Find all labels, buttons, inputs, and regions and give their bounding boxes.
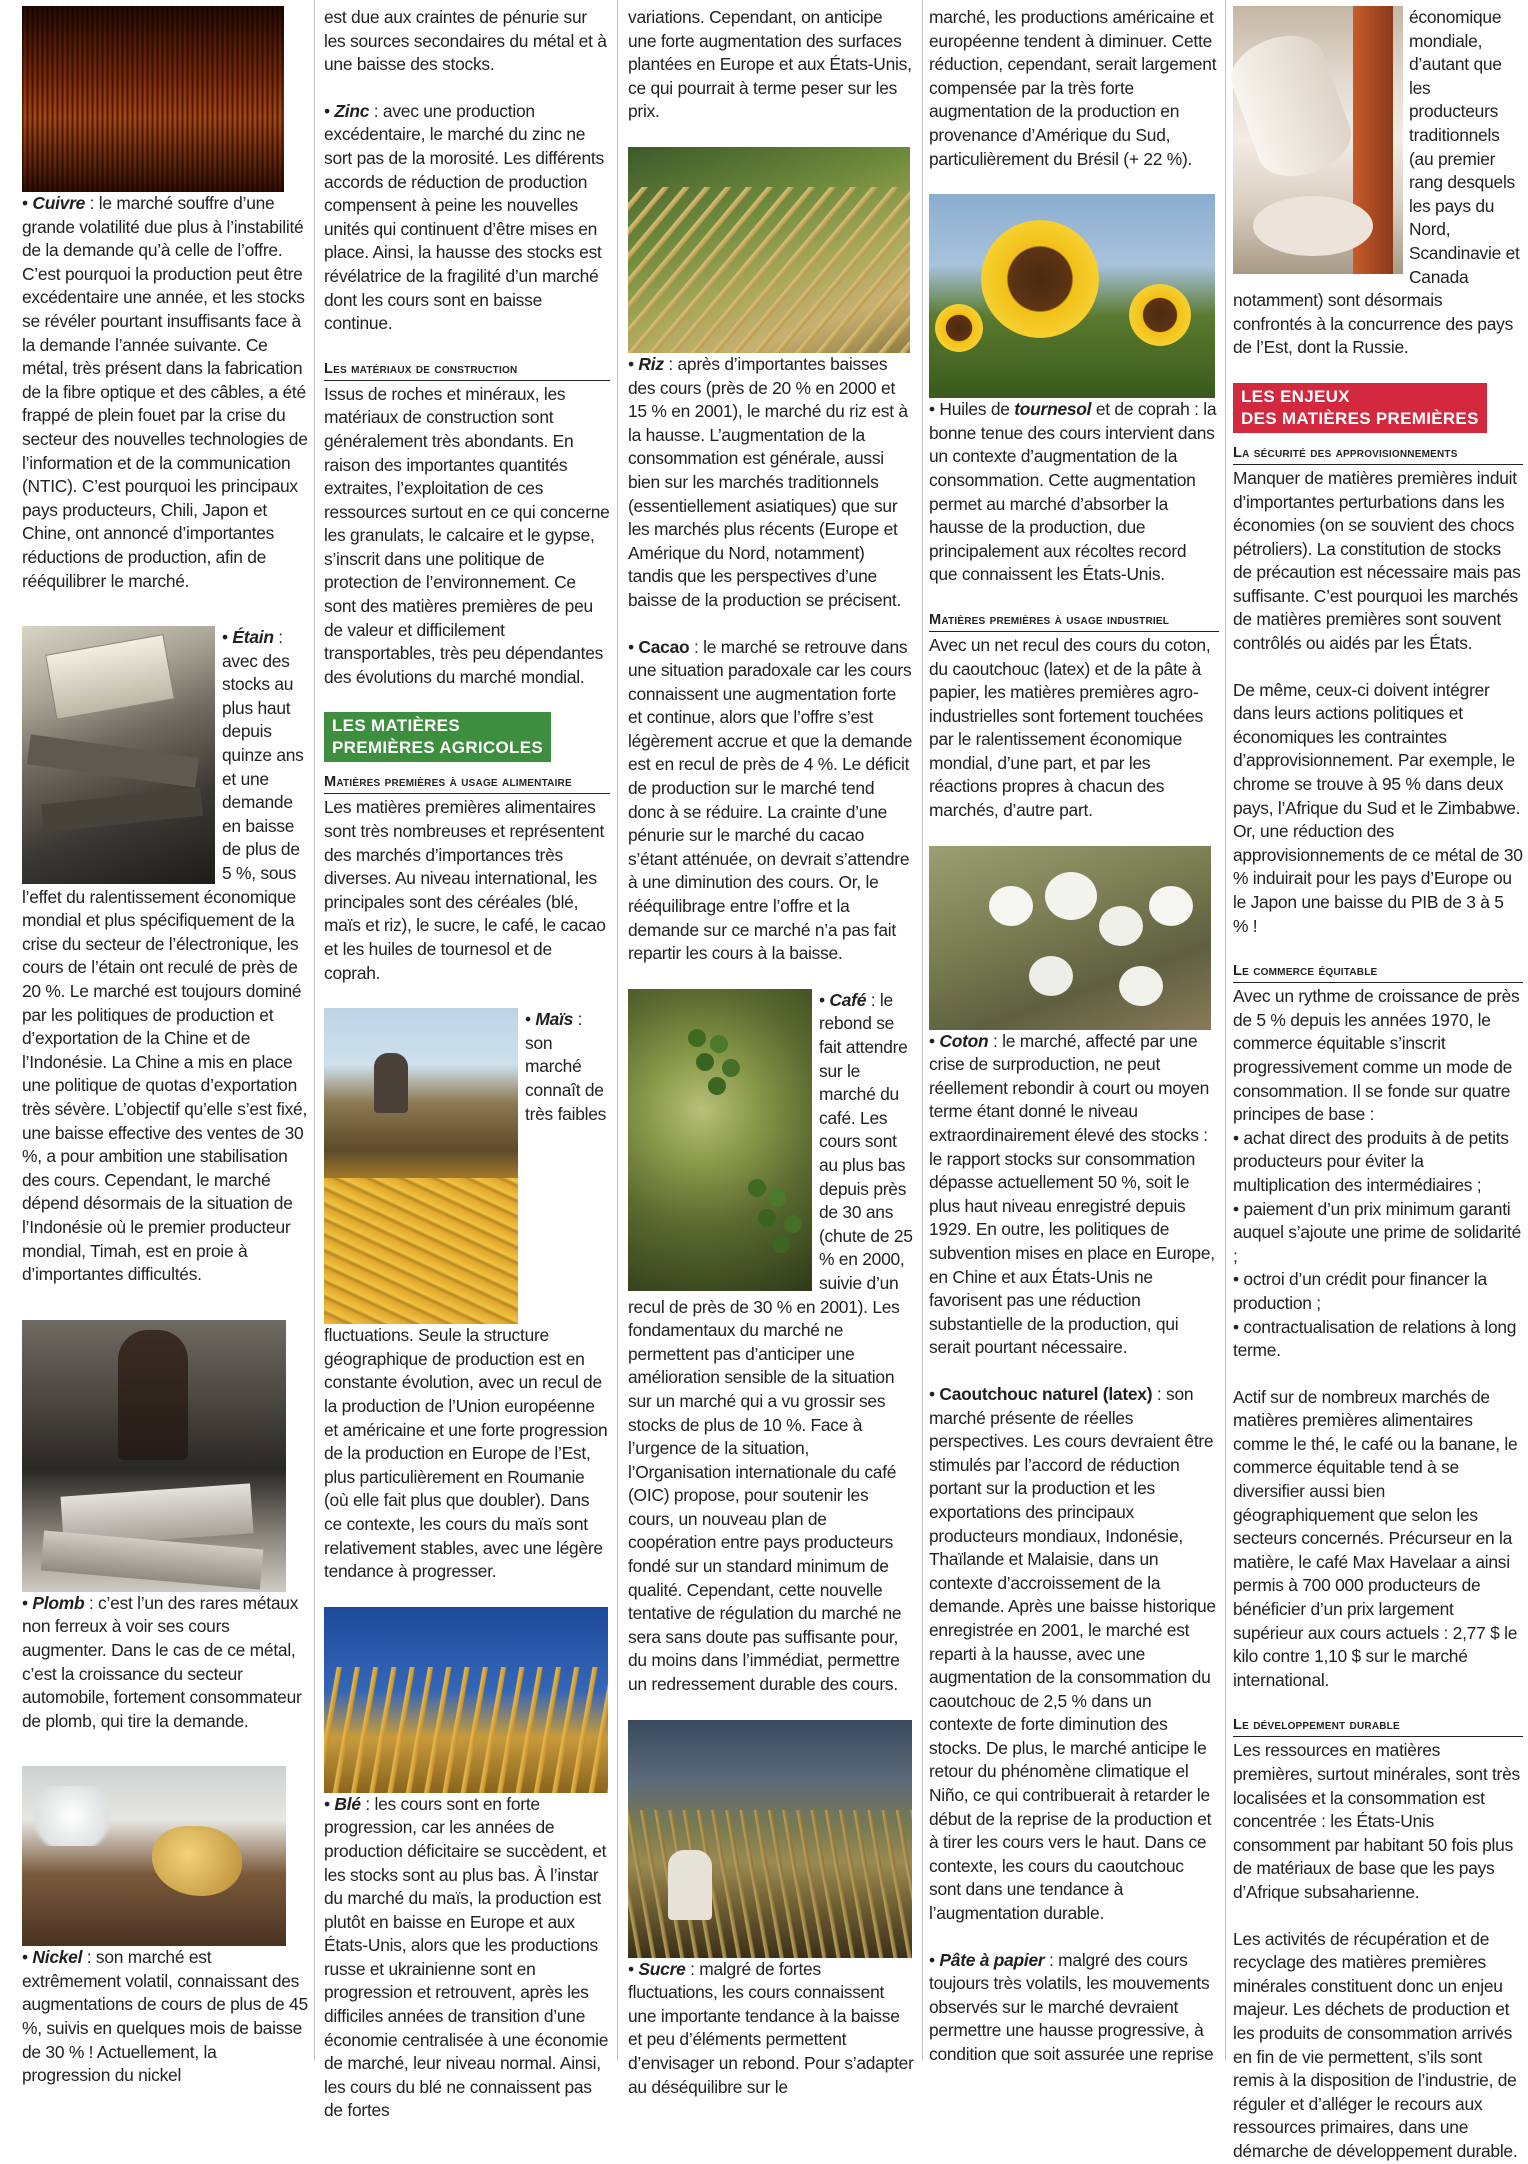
col5-intro-rest: notamment) sont désormais confrontés à la concurrence des pays de l’Est, dont la Russie. [1233, 290, 1514, 358]
plomb-text: : c’est l’un des rares métaux non ferreux à voir ses cours augmenter. Dans le cas de ce métal, c’est la croissance du secteur automobile, fortement consommateur de plomb, qui tire la demande. [22, 1592, 302, 1731]
tournesol-paragraph [929, 398, 1219, 587]
zinc-name: Zinc [334, 100, 370, 121]
construction-text: Issus de roches et minéraux, les matériaux de construction sont généralement très abondants. En raison des importantes quantités extraites, l’exploitation de ces ressources surtout en ce qui concerne les granulats, le calcaire et le gypse, s’inscrit dans une politique de protection de l’environnement. Ce sont des matières premières de peu de valeur et difficilement transportables, très peu dépendantes des évolutions du marché mondial. [324, 383, 610, 687]
cuivre-name: Cuivre [32, 193, 86, 213]
commerce-heading: Le commerce équitable [1233, 961, 1523, 983]
construction-heading: Les matériaux de construction [324, 359, 610, 381]
rice-photo [628, 147, 910, 353]
alim-text: Les matières premières alimentaires sont très nombreuses et représentent des marchés d’importances très diverses. Au niveau international, les principales sont des céréales (blé, maïs et riz), le sucre, le café, le cacao et les huiles de tournesol et de coprah. [324, 797, 606, 983]
nickel-ore-photo [22, 1766, 286, 1946]
cacao-name: Cacao [638, 636, 690, 657]
indus-heading: Matières premières à usage industriel [929, 610, 1219, 632]
sucre-text: : malgré de fortes fluctuations, les cours connaissent une importante tendance à la baisse et peu d’éléments permettent d’envisager un rebond. Pour s’adapter au déséquilibre sur le [628, 1958, 914, 2097]
pate-text: : malgré des cours toujours très volatils, les mouvements observés sur le marché devraient permettre une hausse progressive, à condition que soit assurée une reprise [929, 1949, 1214, 2064]
commerce-bullet: • contractualisation de relations à long terme. [1233, 1316, 1517, 1361]
column-divider [617, 0, 618, 2061]
zinc-paragraph: • Zinc : avec une production excédentaire, le marché du zinc ne sort pas de la morosité. Les différents accords de réduction de production compensent à peine les nouvelles unités qui continuent d’être mises en place. Ainsi, la hausse des stocks est révélatrice de la fragilité d’un marché dont les cours sont en baisse continue. [324, 100, 604, 334]
commerce-bullet: • paiement d’un prix minimum garanti auquel s’ajoute une prime de solidarité ; [1233, 1198, 1522, 1266]
commerce-text-1: Avec un rythme de croissance de près de 5 % depuis les années 1970, le commerce équitable s’inscrit progressivement comme un mode de consommation. Il se fonde sur quatre principes de base : [1233, 986, 1520, 1125]
tournesol-pre: • Huiles de [929, 399, 1015, 420]
sugarcane-photo [628, 1720, 912, 1958]
tournesol-text: et de coprah : la bonne tenue des cours intervient dans un contexte d’augmentation de la consommation. Cette augmentation permet au marché d’absorber la hausse de la production, due principalement aux récoltes record que connaissent les États-Unis. [929, 399, 1217, 585]
coton-paragraph: • Coton : le marché, affecté par une crise de surproduction, ne peut réellement rebondir à court ou moyen terme étant donné le niveau extraordinairement élevé des stocks : le rapport stocks sur consommation dépasse actuellement 50 %, soit le plus haut niveau enregistré depuis 1929. En outre, les politiques de subvention mises en place en Europe, en Chine et aux États-Unis ne favorisent pas une réduction substantielle de la production, qui serait pourtant nécessaire. [929, 1030, 1215, 1358]
nickel-name: Nickel [32, 1947, 83, 1968]
mais-paragraph: • Maïs : son marché connaît de très faibles fluctuations. Seule la structure géographique de production est en constante évolution, avec un recul de la production de l’Union européenne et américaine et une forte progression de la production en Europe de l’Est, plus particulièrement en Roumanie (où elle fait plus que doubler). Dans ce contexte, les cours du maïs sont relativement stables, avec une légère tendance à progresser. [324, 1009, 608, 1582]
coton-name: Coton [939, 1030, 989, 1051]
cotton-photo [929, 846, 1211, 1030]
col2-intro: est due aux craintes de pénurie sur les sources secondaires du métal et à une baisse des stocks. [324, 7, 607, 75]
riz-name: Riz [638, 353, 664, 374]
etain-paragraph: • Étain : avec des stocks au plus haut depuis quinze ans et une demande en baisse de plus de 5 %, sous l’effet du ralentissement économique mondial et plus spécifiquement de la crise du secteur de l’électronique, les cours de l’étain ont reculé de près de 20 %. Le marché est toujours dominé par les politiques de production et d’exportation de la Chine et de l’Indonésie. La Chine a mis en place une politique de quotas d’exportation très sévère. L’objectif qu’elle s’est fixé, une baisse effective des ventes de 30 %, a pour ambition une stabilisation des cours. Cependant, le marché dépend désormais de la situation de l’Indonésie où le premier producteur mondial, Timah, est en proie à d’importantes difficultés. [22, 627, 308, 1285]
wheat-photo [324, 1607, 608, 1793]
pate-name: Pâte à papier [939, 1949, 1045, 1970]
securite-heading: La sécurité des approvisionnements [1233, 443, 1523, 465]
column-5 [1233, 6, 1523, 2161]
cacao-text: : le marché se retrouve dans une situation paradoxale car les cours connaissent une augmentation forte et continue, alors que l’offre s’est légèrement accrue et que la demande est en recul de près de 4 %. Le déficit de production sur le marché tend donc à se réduire. La crainte d’une pénurie sur le marché du cacao s’étant atténuée, on devrait s’attendre à une diminution des cours. Or, le rééquilibrage entre l’offre et la demande sur ce marché n’a pas fait repartir les cours à la baisse. [628, 636, 913, 964]
enjeux-banner-line1: LES ENJEUX [1241, 386, 1350, 406]
plomb-name: Plomb [32, 1592, 85, 1613]
caoutchouc-name: Caoutchouc naturel (latex) [939, 1383, 1153, 1404]
caoutchouc-text: : son marché présente de réelles perspectives. Les cours devraient être stimulés par l’accord de réduction portant sur la production et les exportations des principaux producteurs mondiaux, Indonésie, Thaïlande et Malaisie, dans un contexte d’accroissement de la demande. Après une baisse historique enregistrée en 2001, le marché est reparti à la hausse, avec une augmentation de la consommation du caoutchouc de 2,5 % dans un contexte de forte diminution des stocks. De plus, le marché anticipe le retour du phénomène climatique el Niño, ce qui contribuerait à retarder le début de la reprise de la production et à tirer les cours vers le haut. Dans ce contexte, les cours du caoutchouc sont dans une tendance à l’augmentation durable. [929, 1383, 1216, 1924]
column-divider [922, 0, 923, 2061]
commerce-bullet: • achat direct des produits à de petits producteurs pour éviter la multiplication des intermédiaires ; [1233, 1127, 1509, 1195]
column-2 [324, 6, 610, 2121]
tin-ingots-photo [22, 626, 215, 884]
corn-harvest-photo [324, 1008, 518, 1324]
column-1 [22, 6, 308, 2086]
securite-text-1: Manquer de matières premières induit d’importantes perturbations dans les économies (on se souvient des chocs pétroliers). La constitution de stocks de précaution est nécessaire mais pas suffisante. C’est pourquoi les marchés de matières premières sont souvent contrôlés ou aidés par les États. [1233, 467, 1521, 654]
riz-paragraph: • Riz : après d’importantes baisses des cours (près de 20 % en 2000 et 15 % en 2001), le marché du riz est à la hausse. L’augmentation de la consommation est générale, aussi bien sur les marchés traditionnels (essentiellement asiatiques) que sur les marchés plus récents (Europe et Amérique du Nord, notamment) tandis que les perspectives d’une baisse de la production se précisent. [628, 353, 908, 610]
cafe-paragraph: • Café : le rebond se fait attendre sur le marché du café. Les cours sont au plus bas depuis près de 30 ans (chute de 25 % en 2000, suivie d’un recul de près de 30 % en 2001). Les fondamentaux du marché ne permettent pas d’anticiper une amélioration sensible de la situation sur un marché qui a vu grossir ses stocks de plus de 10 %. Face à l’urgence de la situation, l’Organisation internationale du café (OIC) propose, pour soutenir les cours, un nouveau plan de coopération entre pays producteurs fondé sur un standard minimum de qualité. Cependant, cette nouvelle tentative de régulation du marché ne sera sans doute pas suffisante pour, du moins dans l’immédiat, permettre un redressement durable des cours. [628, 989, 913, 1695]
sunflower-photo [929, 194, 1215, 398]
alim-heading: Matières premières à usage alimentaire [324, 772, 610, 794]
ble-text: : les cours sont en forte progression, car les années de production déficitaire se succèdent, et les stocks sont au plus bas. À l’instar du marché du maïs, la production est plutôt en baisse en Europe et aux États-Unis, alors que les productions russe et ukrainienne sont en progression et retrouvent, après les difficiles années de transition d’une économie centralisée à une économie de marché, leur niveau normal. Ainsi, les cours du blé ne connaissent pas de fortes [324, 1793, 609, 2121]
commerce-bullet: • octroi d’un crédit pour financer la production ; [1233, 1269, 1487, 1313]
agri-banner-line2: PREMIÈRES AGRICOLES [332, 738, 543, 758]
column-divider [314, 0, 315, 2061]
commerce-text-2: Actif sur de nombreux marchés de matières premières alimentaires comme le thé, le café ou la banane, le commerce équitable tend à se diversifier aussi bien géographiquement que selon les secteurs concernés. Précurseur en la matière, le café Max Havelaar a ainsi permis à 700 000 producteurs de bénéficier d’un prix largement supérieur aux cours actuels : 2,77 $ le kilo contre 1,10 $ sur le marché international. [1233, 1386, 1518, 1690]
lead-ingots-photo [22, 1320, 286, 1592]
etain-name: Étain [232, 627, 274, 648]
col4-intro: marché, les productions américaine et européenne tendent à diminuer. Cette réduction, cependant, serait largement compensée par la très forte augmentation de la production en provenance d’Amérique du Sud, particulièrement du Brésil (+ 22 %). [929, 7, 1217, 169]
cafe-text: : le rebond se fait attendre sur le marché du café. Les cours sont au plus bas depuis près de 30 ans (chute de 25 % en 2000, suivie d’un recul de près de 30 % en 2001). Les fondamentaux du marché ne permettent pas d’anticiper une amélioration sensible de la situation sur un marché qui a vu grossir ses stocks de plus de 10 %. Face à l’urgence de la situation, l’Organisation internationale du café (OIC) propose, pour soutenir les cours, un nouveau plan de coopération entre pays producteurs fondé sur un standard minimum de qualité. Cependant, cette nouvelle tentative de régulation du marché ne sera sans doute pas suffisante pour, du moins dans l’immédiat, permettre un redressement durable des cours. [628, 989, 913, 1695]
ble-paragraph: • Blé : les cours sont en forte progression, car les années de production déficitaire se succèdent, et les stocks sont au plus bas. À l’instar du marché du maïs, la production est plutôt en baisse en Europe et aux États-Unis, alors que les productions russe et ukrainienne sont en progression et retrouvent, après les difficiles années de transition d’une économie centralisée à une économie de marché, leur niveau normal. Ainsi, les cours du blé ne connaissent pas de fortes [324, 1793, 609, 2121]
paper-rolls-photo [1233, 6, 1403, 274]
cacao-paragraph: • Cacao : le marché se retrouve dans une situation paradoxale car les cours connaissent une augmentation forte et continue, alors que l’offre s’est légèrement accrue et que la demande est en recul de près de 4 %. Le déficit de production sur le marché tend donc à se réduire. La crainte d’une pénurie sur le marché du cacao s’étant atténuée, on devrait s’attendre à une diminution des cours. Or, le rééquilibrage entre l’offre et la demande sur ce marché n’a pas fait repartir les cours à la baisse. [628, 636, 913, 964]
nickel-paragraph: • Nickel : son marché est extrêmement volatil, connaissant des augmentations de cours de plus de 45 %, suivis en quelques mois de baisse de 30 % ! Actuellement, la progression du nickel [22, 1947, 308, 2086]
col5-intro-wrap: économique mondiale, d’autant que les producteurs traditionnels (au premier rang desquels les pays du Nord, Scandinavie et Canada [1409, 7, 1520, 287]
zinc-text: : avec une production excédentaire, le marché du zinc ne sort pas de la morosité. Les différents accords de réduction de production compensent à peine les nouvelles unités qui continuent d’être mises en place. Ainsi, la hausse des stocks est révélatrice de la fragilité d’un marché dont les cours sont en baisse continue. [324, 100, 604, 334]
sucre-name: Sucre [638, 1958, 686, 1979]
tournesol-name: tournesol [1014, 399, 1092, 420]
copper-wire-photo [22, 6, 284, 192]
column-3 [628, 6, 914, 2097]
agri-banner [324, 712, 551, 762]
caoutchouc-paragraph: • Caoutchouc naturel (latex) : son marché présente de réelles perspectives. Les cours devraient être stimulés par l’accord de réduction portant sur la production et les exportations des principaux producteurs mondiaux, Indonésie, Thaïlande et Malaisie, dans un contexte d’accroissement de la demande. Après une baisse historique enregistrée en 2001, le marché est reparti à la hausse, avec une augmentation de la consommation du caoutchouc de 2,5 % dans un contexte de forte diminution des stocks. De plus, le marché anticipe le retour du phénomène climatique el Niño, ce qui contribuerait à retarder le début de la reprise de la production et à tirer les cours vers le haut. Dans ce contexte, les cours du caoutchouc sont dans une tendance à l’augmentation durable. [929, 1383, 1216, 1924]
cuivre-paragraph: • Cuivre : le marché souffre d’une grande volatilité due plus à l’instabilité de la demande qu’à celle de l’offre. C’est pourquoi la production peut être excédentaire une année, et les stocks se révéler pourtant insuffisants face à la demande l’année suivante. Ce métal, très présent dans la fabrication de la fibre optique et des câbles, a été frappé de plein fouet par la crise du secteur des nouvelles technologies de l’information et de la communication (NTIC). C’est pourquoi les principaux pays producteurs, Chili, Japon et Chine, ont annoncé d’importantes réductions de production, afin de rééquilibrer le marché. [22, 193, 308, 591]
cafe-name: Café [829, 989, 867, 1010]
col3-intro: variations. Cependant, on anticipe une forte augmentation des surfaces plantées en Europe et aux États-Unis, ce qui pourrait à terme peser sur les prix. [628, 7, 912, 122]
coffee-cherries-photo [628, 989, 812, 1291]
column-4 [929, 6, 1219, 2064]
nickel-text: : son marché est extrêmement volatil, connaissant des augmentations de cours de plus de 45 %, suivis en quelques mois de baisse de 30 % ! Actuellement, la progression du nickel [22, 1947, 308, 2086]
etain-text: : avec des stocks au plus haut depuis quinze ans et une demande en baisse de plus de 5 %, sous l’effet du ralentissement économique mondial et plus spécifiquement de la crise du secteur de l’électronique, les cours de l’étain ont reculé de près de 20 %. Le marché est toujours dominé par les politiques de production et d’exportation de la Chine et de l’Indonésie. La Chine a mis en place une politique de quotas d’exportation très sévère. L’objectif qu’elle s’est fixé, une baisse effective des ventes de 30 %, a pour ambition une stabilisation des cours. Cependant, le marché dépend désormais de la situation de l’Indonésie où le premier producteur mondial, Timah, est en proie à d’importantes difficultés. [22, 627, 308, 1285]
riz-text: : après d’importantes baisses des cours (près de 20 % en 2000 et 15 % en 2001), le marché du riz est à la hausse. L’augmentation de la consommation est générale, aussi bien sur les marchés traditionnels (essentiellement asiatiques) que sur les marchés plus récents (Europe et Amérique du Nord, notamment) tandis que les perspectives d’une baisse de la production se précisent. [628, 353, 908, 610]
enjeux-banner [1233, 383, 1487, 433]
mais-text: : son marché connaît de très faibles fluctuations. Seule la structure géographique de production est en constante évolution, avec un recul de la production de l’Union européenne et américaine et une forte progression de la production en Europe de l’Est, plus particulièrement en Roumanie (où elle fait plus que doubler). Dans ce contexte, les cours du maïs sont relativement stables, avec une légère tendance à progresser. [324, 1009, 608, 1582]
coton-text: : le marché, affecté par une crise de surproduction, ne peut réellement rebondir à court ou moyen terme étant donné le niveau extraordinairement élevé des stocks : le rapport stocks sur consommation dépasse actuellement 50 %, soit le plus haut niveau enregistré depuis 1929. En outre, les politiques de subvention mises en place en Europe, en Chine et aux États-Unis ne favorisent pas une réduction substantielle de la production, qui serait pourtant nécessaire. [929, 1030, 1215, 1358]
securite-text-2: De même, ceux-ci doivent intégrer dans leurs actions politiques et économiques les contraintes d’approvisionnement. Par exemple, le chrome se trouve à 95 % dans deux pays, l’Afrique du Sud et le Zimbabwe. Or, une réduction des approvisionnements de ce métal de 30 % induirait pour les pays d’Europe ou le Japon une baisse du PIB de 3 à 5 % ! [1233, 679, 1523, 936]
durable-text-1: Les ressources en matières premières, surtout minérales, sont très localisées et la consommation est concentrée : les États-Unis consomment par habitant 50 fois plus de matériaux de base que les pays d’Afrique subsaharienne. [1233, 1740, 1520, 1902]
cuivre-text: : le marché souffre d’une grande volatilité due plus à l’instabilité de la demande qu’à celle de l’offre. C’est pourquoi la production peut être excédentaire une année, et les stocks se révéler pourtant insuffisants face à la demande l’année suivante. Ce métal, très présent dans la fabrication de la fibre optique et des câbles, a été frappé de plein fouet par la crise du secteur des nouvelles technologies de l’information et de la communication (NTIC). C’est pourquoi les principaux pays producteurs, Chili, Japon et Chine, ont annoncé d’importantes réductions de production, afin de rééquilibrer le marché. [22, 193, 308, 591]
sucre-paragraph: • Sucre : malgré de fortes fluctuations, les cours connaissent une importante tendance à la baisse et peu d’éléments permettent d’envisager un rebond. Pour s’adapter au déséquilibre sur le [628, 1958, 914, 2097]
agri-banner-line1: LES MATIÈRES [332, 716, 460, 736]
enjeux-banner-line2: DES MATIÈRES PREMIÈRES [1241, 408, 1479, 428]
indus-text: Avec un net recul des cours du coton, du caoutchouc (latex) et de la pâte à papier, les matières premières agro-industrielles sont fortement touchées par le ralentissement économique mondial, d’une part, et par les réactions propres à chacun des marchés, d’autre part. [929, 634, 1211, 821]
column-divider [1225, 0, 1226, 2061]
pate-paragraph: • Pâte à papier : malgré des cours toujours très volatils, les mouvements observés sur le marché devraient permettre une hausse progressive, à condition que soit assurée une reprise [929, 1949, 1214, 2064]
durable-heading: Le développement durable [1233, 1715, 1523, 1737]
ble-name: Blé [334, 1793, 361, 1814]
plomb-paragraph: • Plomb : c’est l’un des rares métaux non ferreux à voir ses cours augmenter. Dans le cas de ce métal, c’est la croissance du secteur automobile, fortement consommateur de plomb, qui tire la demande. [22, 1592, 302, 1731]
durable-text-2: Les activités de récupération et de recyclage des matières premières minérales constituent donc un enjeu majeur. Les déchets de production et les produits de consommation arrivés en fin de vie permettent, s’ils sont remis à la disposition de l’industrie, de réguler et d’alléger le recours aux ressources primaires, dans une démarche de développement durable. [1233, 1928, 1518, 2161]
mais-name: Maïs [535, 1009, 574, 1030]
